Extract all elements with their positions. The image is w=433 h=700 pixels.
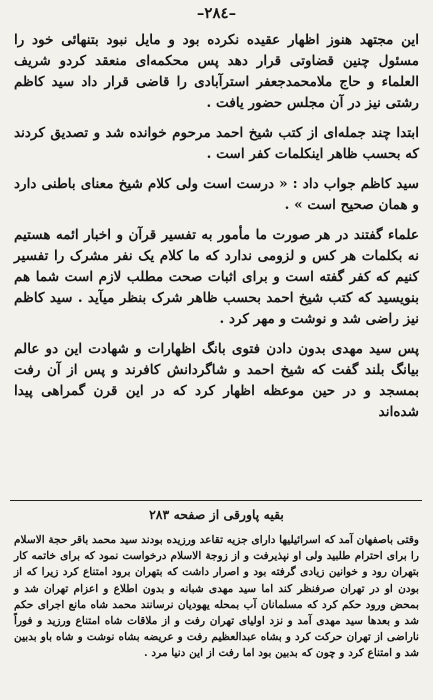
paragraph: پس سید مهدی بدون دادن فتوی بانگ اظهارات و شهادت این دو عالم بیانگ بلند گفت که شیخ احمد و شاگردانش کافرند و پس از آن رفت بمسجد و در حین موعظه اظهار کرد که در این قرن گمراهی پیدا شده‌اند bbox=[14, 341, 419, 420]
main-text bbox=[14, 30, 419, 432]
footnote-heading: بقیه پاورقی از صفحه ۲۸۳ bbox=[149, 507, 284, 522]
footnote-divider bbox=[10, 500, 422, 501]
paragraph: ابتدا چند جمله‌ای از کتب شیخ احمد مرحوم خوانده شد و تصدیق کردند که بحسب ظاهر اینکلمات کفر است . bbox=[14, 125, 419, 162]
paragraph: علماء گفتند در هر صورت ما مأمور به تفسیر قرآن و اخبار ائمه هستیم نه بکلمات هر کس و لزومی ندارد که ما کلام یک نفر مشرک را تفسیر کنیم که کفر گفته است و برای اثبات صحت مطلب لازم است شما هم بنویسید که کتب شیخ احمد بحسب ظاهر شرک بنظر میآید . سید کاظم نیز راضی شد و نوشت و مهر کرد . bbox=[14, 227, 419, 327]
paragraph: سید کاظم جواب داد : « درست است ولی کلام شیخ معنای باطنی دارد و همان صحیح است » . bbox=[14, 176, 419, 213]
footnote-text: وقتی باصفهان آمد که اسرائیلیها دارای جزیه تقاعد ورزیده بودند سید محمد باقر حجة الاسلام را برای احترام طلبید ولی او نپذیرفت و از زوجة الاسلام درخواست نمود که برای خاتمه کار بتهران رود و خوانین زیادی گرفته بود و اصرار داشت که بتهران برود امتناع کرد زیرا که از بودن او در تهران صرفنظر کند اما سید مهدی شبانه و بدون اطلاع و اعزام تهران شد و بمحض ورود حکم کرد که مسلمانان آب بمحله یهودیان نرسانند محمد شاه مانع اجرای حکم شد و بعدها سید مهدی آمد و نزد اولیای تهران رفت و از ملاقات شاه امتناع ورزید و فوراً ناراضی از تهران حرکت کرد و بشاه عبدالعظیم رفت و عریضه بشاه نوشت و شاه باو بدبین شد و امتناع کرد و چون که بدبین بود اما رفت از این دنیا مرد . bbox=[14, 534, 419, 660]
page-number: –۲۸٤– bbox=[196, 4, 237, 22]
paragraph: این مجتهد هنوز اظهار عقیده نکرده بود و مایل نبود بتنهائی خود را مسئول چنین قضاوتی قرار دهد پس محکمه‌ای منعقد کردو شریف العلماء و حاج ملامحمدجعفر استرآبادی را قاضی قرار داد سید کاظم رشتی نیز در آن مجلس حضور یافت . bbox=[14, 32, 419, 111]
